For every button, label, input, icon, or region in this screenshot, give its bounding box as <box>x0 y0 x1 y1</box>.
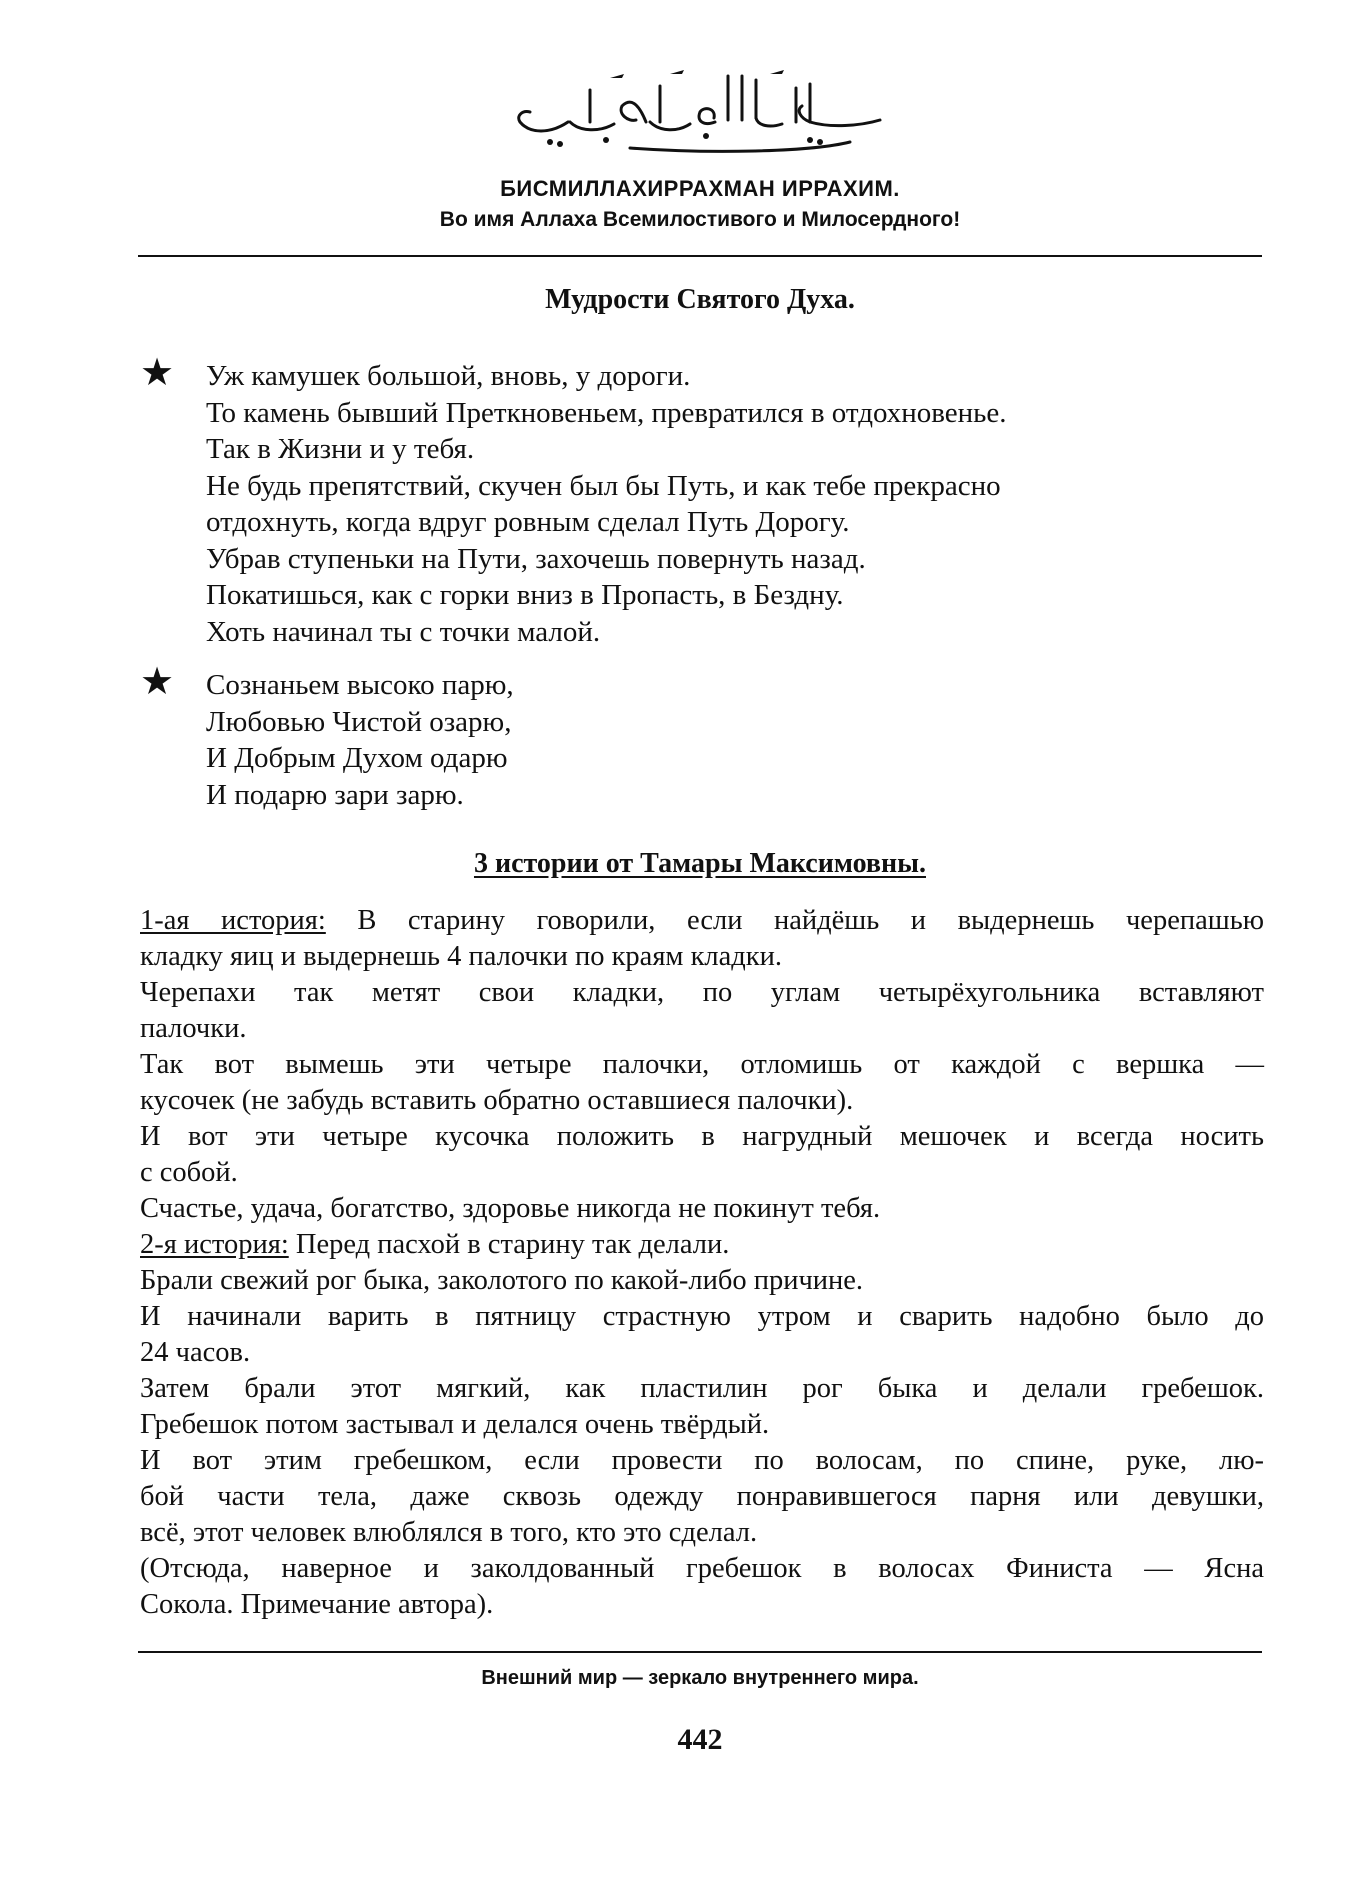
text-line: палочки. <box>140 1013 247 1044</box>
text-line: И вот эти четыре кусочка положить в нагрудный мешочек и всегда носить <box>140 1121 1264 1152</box>
poem-line: Покатишься, как с горки вниз в Пропасть, в Бездну. <box>206 579 844 611</box>
poem-line: Хоть начинал ты с точки малой. <box>206 615 601 648</box>
header-title: БИСМИЛЛАХИРРАХМАН ИРРАХИМ. <box>500 176 900 201</box>
text-line: Гребешок потом застывал и делался очень твёрдый. <box>140 1409 770 1440</box>
poem-stanza-1 <box>206 358 1266 650</box>
poem-line: Сознаньем высоко парю, <box>206 669 514 701</box>
story-2-label: 2-я история: <box>140 1229 289 1260</box>
bismillah-calligraphy <box>510 62 890 162</box>
poem-line: Так в Жизни и у тебя. <box>206 433 475 465</box>
text-line: (Отсюда, наверное и заколдованный гребешок в волосах Финиста — Ясна <box>140 1553 1264 1584</box>
page-number: 442 <box>677 1723 723 1756</box>
star-bullet-icon: ★ <box>140 352 175 394</box>
bottom-divider <box>138 1651 1262 1653</box>
arabic-calligraphy-image <box>510 62 890 162</box>
text-line: с собой. <box>140 1157 238 1188</box>
section-title-stories: 3 истории от Тамары Максимовны. <box>473 848 926 879</box>
text-line: 24 часов. <box>140 1337 251 1368</box>
poem-stanza-2 <box>206 667 1266 813</box>
story-1-text: В старину говорили, если найдёшь и выдернешь черепашью <box>325 905 1264 936</box>
header-subtitle: Во имя Аллаха Всемилостивого и Милосердного! <box>439 208 961 231</box>
section-title-wisdom: Мудрости Святого Духа. <box>545 284 855 315</box>
text-line: всё, этот человек влюблялся в того, кто это сделал. <box>140 1517 758 1548</box>
story-1-label: 1-ая история: <box>140 905 326 936</box>
top-divider <box>138 255 1262 257</box>
footer-motto: Внешний мир — зеркало внутреннего мира. <box>481 1667 919 1689</box>
stories-text <box>140 903 1264 1623</box>
poem-line: отдохнуть, когда вдруг ровным сделал Путь Дорогу. <box>206 506 850 538</box>
text-line: И вот этим гребешком, если провести по волосам, по спине, руке, лю- <box>140 1445 1264 1476</box>
poem-line: И подарю зари зарю. <box>206 778 464 811</box>
text-line: Черепахи так метят свои кладки, по углам четырёхугольника вставляют <box>140 977 1264 1008</box>
story-2-text: Перед пасхой в старину так делали. <box>288 1229 730 1260</box>
poem-line: Любовью Чистой озарю, <box>206 705 512 738</box>
text-line: И начинали варить в пятницу страстную утром и сварить надобно было до <box>140 1301 1264 1332</box>
poem-line: Уж камушек большой, вновь, у дороги. <box>206 360 691 392</box>
text-line: Брали свежий рог быка, заколотого по какой-либо причине. <box>140 1265 864 1296</box>
story-2-first-line <box>140 1227 1264 1263</box>
poem-line: То камень бывший Преткновеньем, превратился в отдохновенье. <box>206 396 1007 429</box>
text-line: Сокола. Примечание автора). <box>140 1589 494 1620</box>
poem-line: Не будь препятствий, скучен был бы Путь, и как тебе прекрасно <box>206 469 1001 502</box>
text-line: бой части тела, даже сквозь одежду понравившегося парня или девушки, <box>140 1481 1264 1512</box>
star-bullet-icon: ★ <box>140 661 175 703</box>
text-line: Счастье, удача, богатство, здоровье никогда не покинут тебя. <box>140 1193 881 1224</box>
text-line: кладку яиц и выдернешь 4 палочки по краям кладки. <box>140 941 783 972</box>
poem-line: Убрав ступеньки на Пути, захочешь повернуть назад. <box>206 542 866 575</box>
poem-line: И Добрым Духом одарю <box>206 742 508 774</box>
text-line: Так вот вымешь эти четыре палочки, отломишь от каждой с вершка — <box>140 1049 1264 1080</box>
text-line: кусочек (не забудь вставить обратно оставшиеся палочки). <box>140 1085 854 1116</box>
story-1-first-line <box>140 903 1264 939</box>
text-line: Затем брали этот мягкий, как пластилин рог быка и делали гребешок. <box>140 1373 1264 1404</box>
